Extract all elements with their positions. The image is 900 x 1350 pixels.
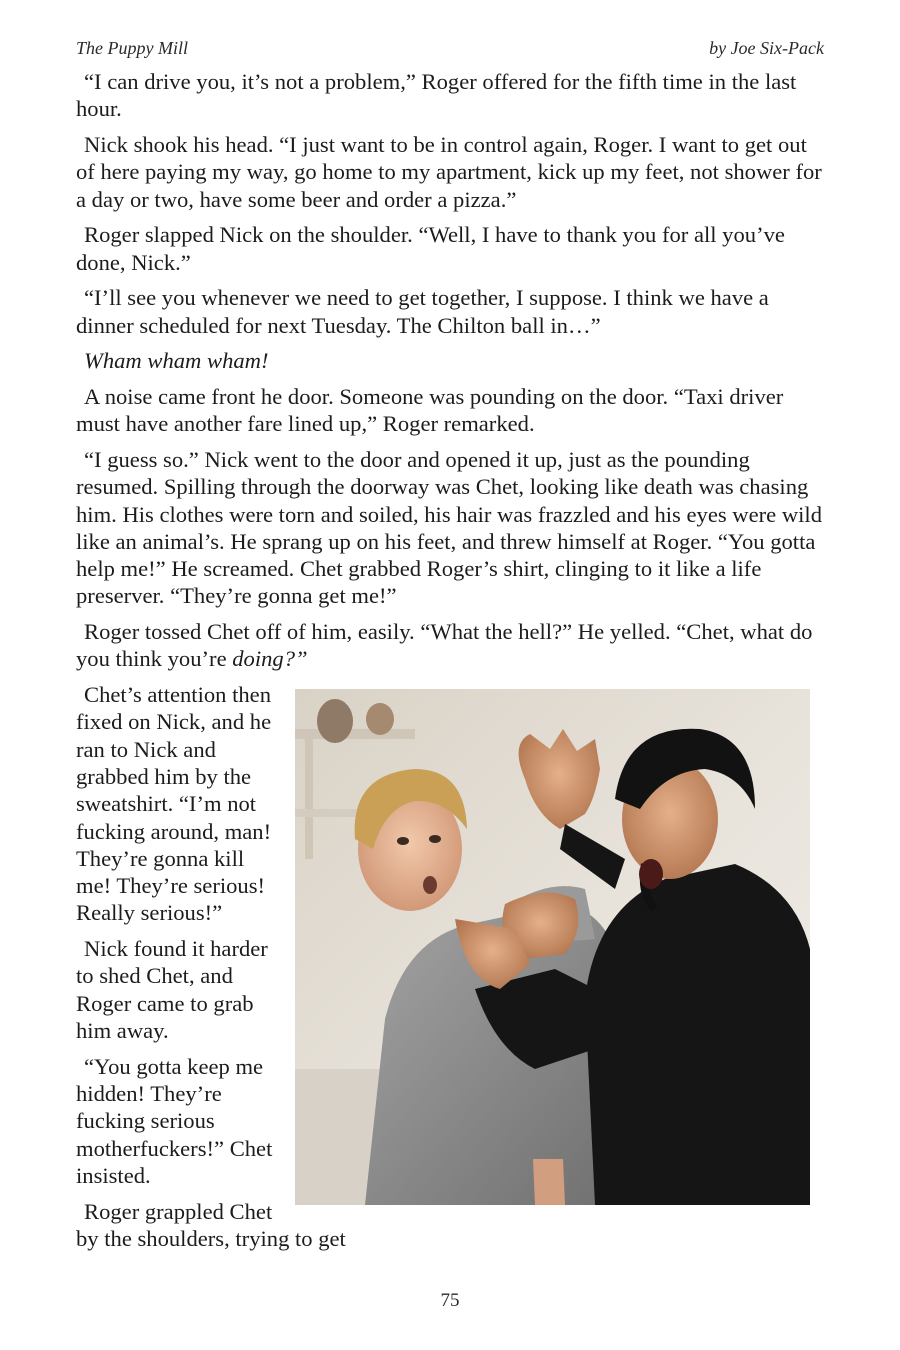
running-header (76, 38, 824, 62)
paragraph: “I guess so.” Nick went to the door and opened it up, just as the pounding resumed. Spilling through the doorway was Chet, looking like death was chasing him. His clothes were torn and soiled, his hair was frazzled and his eyes were wild like an animal’s. He sprang up on his feet, and threw himself at Roger. “You gotta help me!” He screamed. Chet grabbed Roger’s shirt, clinging to it like a life preserver. “They’re gonna get me!” (76, 446, 823, 609)
paragraph: “I can drive you, it’s not a problem,” Roger offered for the fifth time in the last hour. (76, 69, 797, 122)
paragraph-text: Roger tossed Chet off of him, easily. “What the hell?” He yelled. “Chet, what do you think you’re (76, 619, 813, 672)
paragraph (76, 618, 824, 673)
paragraph: “I’ll see you whenever we need to get together, I suppose. I think we have a dinner scheduled for next Tuesday. The Chilton ball in…” (76, 285, 769, 338)
page-body (76, 68, 824, 1261)
paragraph: Roger slapped Nick on the shoulder. “Well, I have to thank you for all you’ve done, Nick.” (76, 222, 785, 275)
paragraph: A noise came front he door. Someone was pounding on the door. “Taxi driver must have another fare lined up,” Roger remarked. (76, 383, 784, 437)
paragraph (76, 681, 824, 927)
page-number: 75 (440, 1290, 460, 1311)
paragraph: Nick found it harder to shed Chet, and Roger came to grab him away. (76, 936, 268, 1044)
paragraph-text: Chet’s attention then fixed on Nick, and he ran to Nick and grabbed him by the sweatshirt. “I’m not fucking around, man! They’re gonna kill me! They’re serious! Really serious!” (76, 682, 272, 926)
emphasis-text: doing?” (232, 646, 308, 672)
paragraph: Roger grappled Chet by the shoulders, trying to get (76, 1198, 346, 1251)
photo-two-men-struggling-icon (295, 689, 810, 1205)
paragraph: “You gotta keep me hidden! They’re fucking serious motherfuckers!” Chet insisted. (76, 1053, 273, 1188)
book-author: by Joe Six-Pack (709, 38, 824, 58)
book-title: The Puppy Mill (76, 38, 188, 58)
paragraph-sound-effect (76, 347, 824, 374)
sound-effect-text: Wham wham wham! (84, 348, 269, 374)
illustration-photo (295, 689, 810, 1205)
paragraph: Nick shook his head. “I just want to be in control again, Roger. I want to get out of here paying my way, go home to my apartment, kick up my feet, not shower for a day or two, have some beer and order a pizza.” (76, 131, 822, 212)
